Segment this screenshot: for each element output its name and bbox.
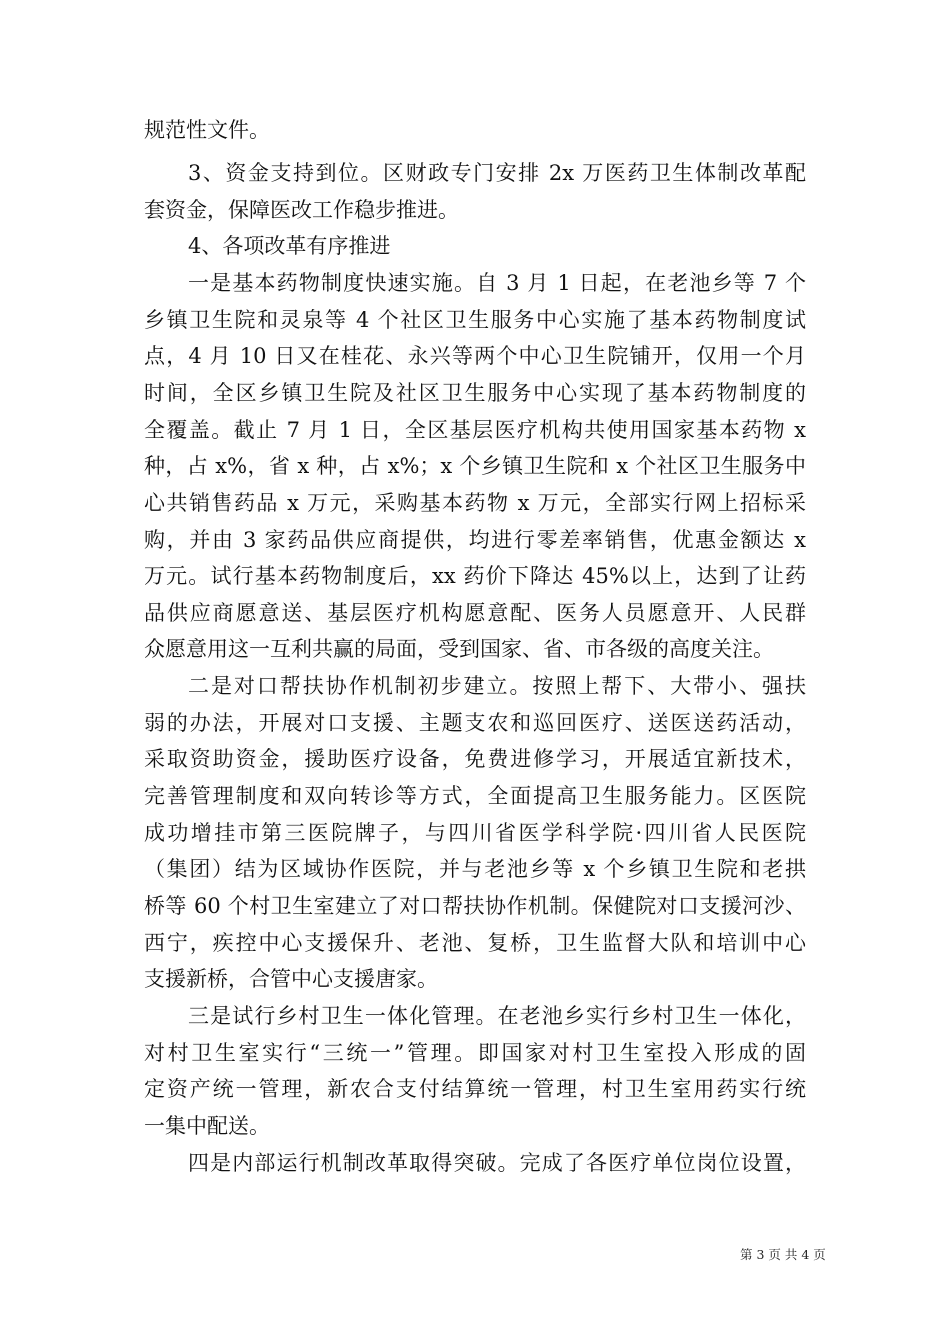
paragraph-line: 乡镇卫生院和灵泉等 4 个社区卫生服务中心实施了基本药物制度试 — [144, 307, 806, 332]
paragraph-line: 3、资金支持到位。区财政专门安排 2x 万医药卫生体制改革配 — [188, 161, 806, 185]
paragraph-line: 采取资助资金，援助医疗设备，免费进修学习，开展适宜新技术， — [144, 747, 806, 772]
paragraph-line: 二是对口帮扶协作机制初步建立。按照上帮下、大带小、强扶 — [188, 674, 806, 699]
paragraph-line: 一是基本药物制度快速实施。自 3 月 1 日起，在老池乡等 7 个 — [188, 270, 806, 295]
paragraph-line: 四是内部运行机制改革取得突破。完成了各医疗单位岗位设置， — [188, 1150, 806, 1175]
page-number-footer: 第 3 页 共 4 页 — [740, 1247, 826, 1262]
paragraph-line: 对村卫生室实行“三统一”管理。即国家对村卫生室投入形成的固 — [144, 1040, 806, 1065]
paragraph-line: 品供应商愿意送、基层医疗机构愿意配、医务人员愿意开、人民群 — [144, 600, 806, 625]
paragraph-line: （集团）结为区域协作医院，并与老池乡等 x 个乡镇卫生院和老拱 — [144, 857, 806, 882]
paragraph-line: 4、各项改革有序推进 — [188, 234, 391, 259]
paragraph-line: 时间，全区乡镇卫生院及社区卫生服务中心实现了基本药物制度的 — [144, 380, 806, 405]
paragraph-line: 弱的办法，开展对口支援、主题支农和巡回医疗、送医送药活动， — [144, 710, 806, 735]
paragraph-line: 心共销售药品 x 万元，采购基本药物 x 万元，全部实行网上招标采 — [144, 490, 806, 515]
paragraph-line: 定资产统一管理，新农合支付结算统一管理，村卫生室用药实行统 — [144, 1077, 806, 1102]
paragraph-line: 套资金，保障医改工作稳步推进。 — [144, 197, 459, 222]
paragraph-line: 三是试行乡村卫生一体化管理。在老池乡实行乡村卫生一体化， — [188, 1003, 806, 1028]
paragraph-line: 一集中配送。 — [144, 1113, 270, 1138]
paragraph-line: 成功增挂市第三医院牌子，与四川省医学科学院·四川省人民医院 — [144, 820, 806, 845]
paragraph-line: 购，并由 3 家药品供应商提供，均进行零差率销售，优惠金额达 x — [144, 527, 806, 552]
paragraph-line: 种，占 x%，省 x 种，占 x%；x 个乡镇卫生院和 x 个社区卫生服务中 — [144, 454, 806, 479]
paragraph-line: 众愿意用这一互利共赢的局面，受到国家、省、市各级的高度关注。 — [144, 637, 774, 662]
paragraph-line: 西宁，疾控中心支援保升、老池、复桥，卫生监督大队和培训中心 — [144, 930, 806, 955]
paragraph-line: 全覆盖。截止 7 月 1 日，全区基层医疗机构共使用国家基本药物 x — [144, 417, 806, 442]
paragraph-line: 点，4 月 10 日又在桂花、永兴等两个中心卫生院铺开，仅用一个月 — [144, 344, 806, 369]
paragraph-line: 支援新桥，合管中心支援唐家。 — [144, 967, 438, 992]
paragraph-line: 桥等 60 个村卫生室建立了对口帮扶协作机制。保健院对口支援河沙、 — [144, 894, 806, 918]
paragraph-line: 规范性文件。 — [144, 118, 270, 142]
paragraph-line: 万元。试行基本药物制度后，xx 药价下降达 45%以上，达到了让药 — [144, 564, 806, 589]
paragraph-line: 完善管理制度和双向转诊等方式，全面提高卫生服务能力。区医院 — [144, 784, 806, 809]
